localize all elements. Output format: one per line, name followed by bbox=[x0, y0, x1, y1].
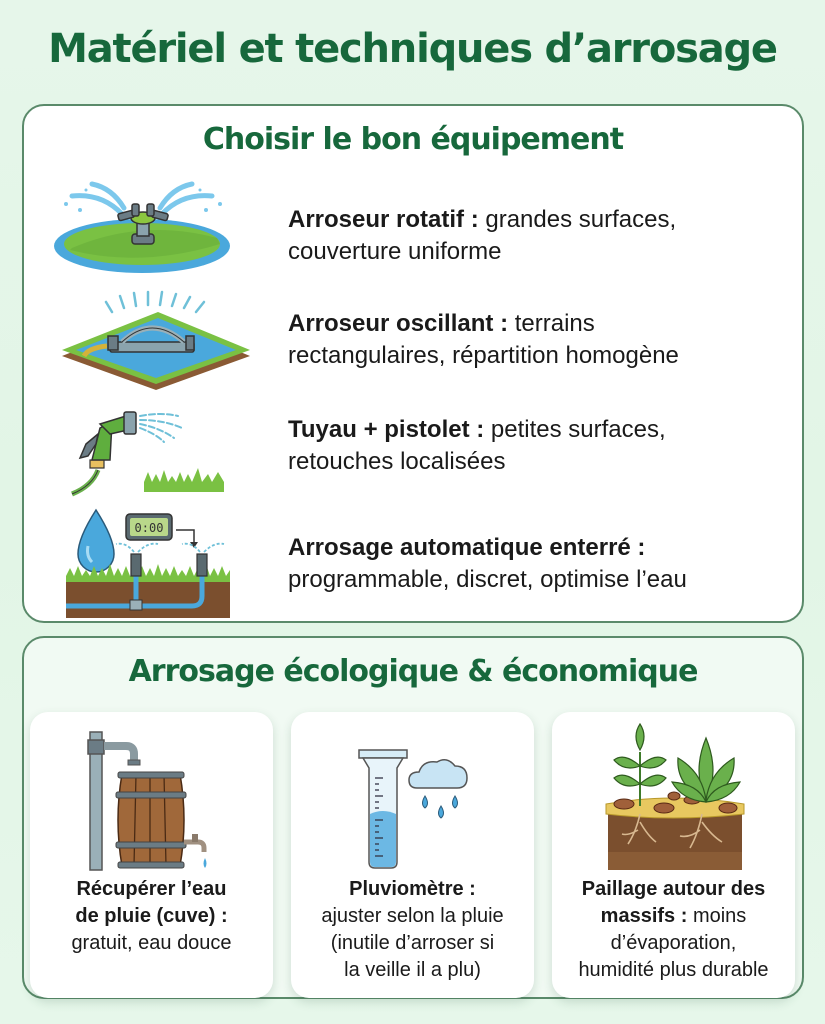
eco-card-bold: massifs : bbox=[600, 905, 688, 927]
eco-card-desc: gratuit, eau douce bbox=[71, 932, 232, 954]
equipment-item-hose bbox=[52, 398, 792, 498]
equipment-item-name: Arrosage automatique enterré : bbox=[288, 534, 646, 561]
rain-barrel-icon bbox=[30, 722, 273, 872]
eco-card-desc: la veille il a plu) bbox=[344, 959, 481, 981]
equipment-item-text bbox=[288, 308, 788, 372]
oscillating-sprinkler-icon bbox=[52, 290, 252, 390]
equipment-item-automatic bbox=[52, 504, 792, 622]
equipment-item-desc: grandes surfaces, bbox=[485, 206, 677, 233]
rotary-sprinkler-icon bbox=[52, 178, 252, 278]
equipment-item-desc: terrains bbox=[514, 310, 595, 337]
equipment-item-oscillating bbox=[52, 290, 792, 390]
rain-gauge-icon bbox=[291, 722, 534, 872]
equipment-item-desc: retouches localisées bbox=[288, 448, 506, 475]
equipment-item-text bbox=[288, 532, 788, 596]
eco-card-rain-barrel bbox=[30, 712, 273, 998]
eco-card-text bbox=[36, 876, 267, 957]
eco-card-desc: d’évaporation, bbox=[610, 932, 737, 954]
equipment-item-name: Arroseur oscillant : bbox=[288, 310, 509, 337]
eco-card-desc: ajuster selon la pluie bbox=[321, 905, 504, 927]
equipment-item-desc: petites surfaces, bbox=[490, 416, 666, 443]
automatic-irrigation-icon bbox=[52, 504, 252, 622]
eco-card-bold: Pluviomètre : bbox=[349, 878, 476, 900]
equipment-item-desc: programmable, discret, optimise l’eau bbox=[288, 566, 687, 593]
equipment-item-name: Tuyau + pistolet : bbox=[288, 416, 485, 443]
eco-card-bold: de pluie (cuve) : bbox=[75, 905, 228, 927]
equipment-item-rotary bbox=[52, 178, 792, 278]
timer-display: 0:00 bbox=[134, 521, 164, 535]
hose-nozzle-icon bbox=[52, 398, 252, 498]
eco-card-mulching bbox=[552, 712, 795, 998]
eco-panel-title: Arrosage écologique & économique bbox=[128, 654, 698, 689]
mulching-icon bbox=[552, 722, 795, 872]
eco-card-bold: Paillage autour des bbox=[581, 878, 766, 900]
equipment-item-desc: rectangulaires, répartition homogène bbox=[288, 342, 679, 369]
eco-card-text bbox=[558, 876, 789, 984]
eco-card-desc: moins bbox=[692, 905, 747, 927]
eco-card-bold: Récupérer l’eau bbox=[76, 878, 227, 900]
equipment-panel-title: Choisir le bon équipement bbox=[202, 122, 624, 157]
equipment-item-desc: couverture uniforme bbox=[288, 238, 502, 265]
eco-card-desc: (inutile d’arroser si bbox=[330, 932, 495, 954]
equipment-panel bbox=[22, 104, 804, 623]
eco-card-rain-gauge bbox=[291, 712, 534, 998]
equipment-item-name: Arroseur rotatif : bbox=[288, 206, 479, 233]
eco-card-text bbox=[297, 876, 528, 984]
eco-card-desc: humidité plus durable bbox=[578, 959, 769, 981]
equipment-item-text bbox=[288, 204, 788, 268]
equipment-item-text bbox=[288, 414, 788, 478]
page-title: Matériel et techniques d’arrosage bbox=[48, 26, 777, 72]
